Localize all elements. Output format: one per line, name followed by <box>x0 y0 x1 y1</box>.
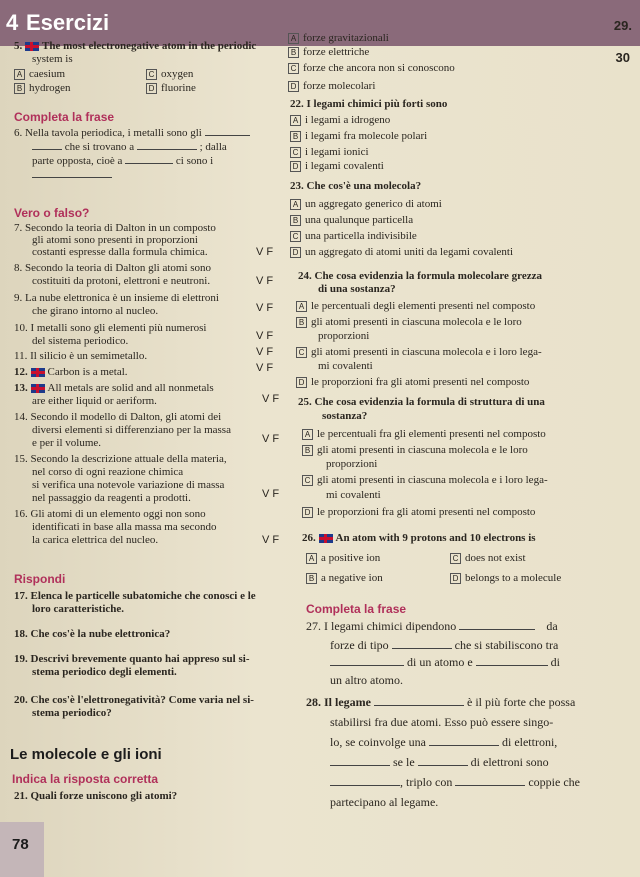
q6-line-1: 6. Nella tavola periodica, i metalli sono gli <box>14 126 250 140</box>
q20-line-2: stema periodico? <box>32 707 112 719</box>
q28-line-2: stabilirsi fra due atomi. Esso può essere singo- <box>330 715 554 729</box>
q17-line-1: 17. Elenca le particelle subatomiche che conosci e le <box>14 590 256 602</box>
q25-option-d: D le proporzioni fra gli atomi presenti nel composto <box>302 506 535 519</box>
q10-line-1: 10. I metalli sono gli elementi più numerosi <box>14 322 207 334</box>
section-molecole-ioni: Le molecole e gli ioni <box>10 746 162 763</box>
q15-line-2: nel corso di ogni reazione chimica <box>32 466 184 478</box>
page-number: 78 <box>12 836 29 853</box>
q25-option-b: B gli atomi presenti in ciascuna molecola e le loro <box>302 444 528 457</box>
q14-line-3: e per il volume. <box>32 437 102 449</box>
q24-line-1: 24. Che cosa evidenzia la formula molecolare grezza <box>298 270 542 282</box>
q24-option-b-2: proporzioni <box>318 330 370 342</box>
q26-option-d: D belongs to a molecule <box>450 572 561 585</box>
q5-option-a: A caesium <box>14 68 65 81</box>
q7-line-1: 7. Secondo la teoria di Dalton in un composto <box>14 222 216 234</box>
uk-flag-icon <box>25 42 39 51</box>
q13-line-2: are either liquid or aeriform. <box>32 395 157 407</box>
q9-line-2: che girano intorno al nucleo. <box>32 305 159 317</box>
q26-option-c: C does not exist <box>450 552 526 565</box>
q25-option-b-2: proporzioni <box>326 458 378 470</box>
q24-option-c: C gli atomi presenti in ciascuna molecola e i loro lega- <box>296 346 542 359</box>
q17-line-2: loro caratteristiche. <box>32 603 125 615</box>
q9-line-1: 9. La nube elettronica è un insieme di elettroni <box>14 292 219 304</box>
vf-16[interactable]: V F <box>262 534 280 546</box>
q20-line-1: 20. Che cos'è l'elettronegatività? Come varia nel si- <box>14 694 254 706</box>
q7-line-2: gli atomi sono presenti in proporzioni <box>32 234 198 246</box>
vf-14[interactable]: V F <box>262 433 280 445</box>
q25-line-1: 25. Che cosa evidenzia la formula di struttura di una <box>298 396 545 408</box>
top-option-b: B forze elettriche <box>288 46 369 59</box>
q19-line-2: stema periodico degli elementi. <box>32 666 177 678</box>
q27-line-3: di un atomo e di <box>330 656 560 669</box>
q25-option-c: C gli atomi presenti in ciascuna molecola e i loro lega- <box>302 474 548 487</box>
q13-line-1: 13. All metals are solid and all nonmetals <box>14 382 214 394</box>
vf-15[interactable]: V F <box>262 488 280 500</box>
q22-option-b: B i legami fra molecole polari <box>290 130 427 143</box>
page-marker: 29. <box>613 18 632 33</box>
uk-flag-icon <box>319 534 333 543</box>
q28-line-5: , triplo con coppie che <box>330 776 580 789</box>
section-rispondi: Rispondi <box>14 572 66 586</box>
q28-line-4: se le di elettroni sono <box>330 756 549 769</box>
vf-13[interactable]: V F <box>262 393 280 405</box>
q24-option-a: A le percentuali degli elementi presenti nel composto <box>296 300 535 313</box>
q24-line-2: di una sostanza? <box>318 283 396 295</box>
q8-line-1: 8. Secondo la teoria di Dalton gli atomi sono <box>14 262 212 274</box>
q28-line-3: lo, se coinvolge una di elettroni, <box>330 735 558 749</box>
q10-line-2: del sistema periodico. <box>32 335 129 347</box>
top-option-d: D forze molecolari <box>288 80 375 93</box>
vf-12[interactable]: V F <box>256 362 274 374</box>
q25-line-2: sostanza? <box>322 410 368 422</box>
q22-option-a: A i legami a idrogeno <box>290 114 390 127</box>
q26-option-a: A a positive ion <box>306 552 380 565</box>
q8-line-2: costituiti da protoni, elettroni e neutroni. <box>32 275 211 287</box>
vf-11[interactable]: V F <box>256 346 274 358</box>
q27-line-2: forze di tipo che si stabiliscono tra <box>330 638 559 652</box>
chapter-title: Esercizi <box>26 10 110 35</box>
top-option-c: C forze che ancora non si conoscono <box>288 62 455 75</box>
section-completa-1: Completa la frase <box>14 110 115 124</box>
q21: 21. Quali forze uniscono gli atomi? <box>14 790 178 802</box>
section-completa-2: Completa la frase <box>306 602 407 616</box>
q5-option-c: C oxygen <box>146 68 193 81</box>
q5-text-2: system is <box>32 53 73 65</box>
q19-line-1: 19. Descrivi brevemente quanto hai appreso sul si- <box>14 653 250 665</box>
page-marker-2: 30 <box>615 50 630 65</box>
q12: 12. Carbon is a metal. <box>14 366 128 378</box>
q7-line-3: costanti espresse dalla formula chimica. <box>32 246 208 258</box>
q25-option-a: A le percentuali fra gli elementi presenti nel composto <box>302 428 546 441</box>
q26-option-b: B a negative ion <box>306 572 383 585</box>
q23-option-b: B una qualunque particella <box>290 214 413 227</box>
q14-line-1: 14. Secondo il modello di Dalton, gli atomi dei <box>14 411 222 423</box>
q14-line-2: diversi elementi si differenziano per la massa <box>32 424 231 436</box>
q28-line-6: partecipano al legame. <box>330 795 439 809</box>
q23: 23. Che cos'è una molecola? <box>290 180 422 192</box>
q25-option-c-2: mi covalenti <box>326 489 381 501</box>
q16-line-1: 16. Gli atomi di un elemento oggi non sono <box>14 508 206 520</box>
q26: 26. An atom with 9 protons and 10 electrons is <box>302 532 536 544</box>
q23-option-a: A un aggregato generico di atomi <box>290 198 442 211</box>
vf-7[interactable]: V F <box>256 246 274 258</box>
vf-9[interactable]: V F <box>256 302 274 314</box>
question-5: 5. The most electronegative atom in the periodic <box>14 40 257 52</box>
q5-option-d: D fluorine <box>146 82 196 95</box>
q23-option-d: D un aggregato di atomi uniti da legami covalenti <box>290 246 513 259</box>
q16-line-2: identificati in base alla massa ma secondo <box>32 521 217 533</box>
q6-line-2: che si trovano a ; dalla <box>32 140 227 154</box>
q11: 11. Il silicio è un semimetallo. <box>14 350 148 362</box>
vf-10[interactable]: V F <box>256 330 274 342</box>
section-vero-falso: Vero o falso? <box>14 206 90 220</box>
q28-line-1: 28. Il legame è il più forte che possa <box>306 695 576 709</box>
q23-option-c: C una particella indivisibile <box>290 230 417 243</box>
q24-option-d: D le proporzioni fra gli atomi presenti nel composto <box>296 376 529 389</box>
q6-line-4 <box>32 168 112 182</box>
q24-option-c-2: mi covalenti <box>318 360 373 372</box>
top-option-a: A forze gravitazionali <box>288 32 389 45</box>
section-indica: Indica la risposta corretta <box>12 772 159 786</box>
q16-line-3: la carica elettrica del nucleo. <box>32 534 159 546</box>
q15-line-4: nel passaggio da reagenti a prodotti. <box>32 492 191 504</box>
q18: 18. Che cos'è la nube elettronica? <box>14 628 171 640</box>
q15-line-3: si verifica una notevole variazione di massa <box>32 479 225 491</box>
q6-line-3: parte opposta, cioè a ci sono i <box>32 155 214 167</box>
q27-line-4: un altro atomo. <box>330 673 403 687</box>
q22-option-d: D i legami covalenti <box>290 160 384 173</box>
chapter-number: 4 <box>6 10 19 35</box>
q22-option-c: C i legami ionici <box>290 146 369 159</box>
uk-flag-icon <box>31 384 45 393</box>
vf-8[interactable]: V F <box>256 275 274 287</box>
q24-option-b: B gli atomi presenti in ciascuna molecola e le loro <box>296 316 522 329</box>
q15-line-1: 15. Secondo la descrizione attuale della materia, <box>14 453 227 465</box>
q5-option-b: B hydrogen <box>14 82 71 95</box>
q22: 22. I legami chimici più forti sono <box>290 98 448 110</box>
uk-flag-icon <box>31 368 45 377</box>
q27-line-1: 27. I legami chimici dipendono da <box>306 619 558 633</box>
